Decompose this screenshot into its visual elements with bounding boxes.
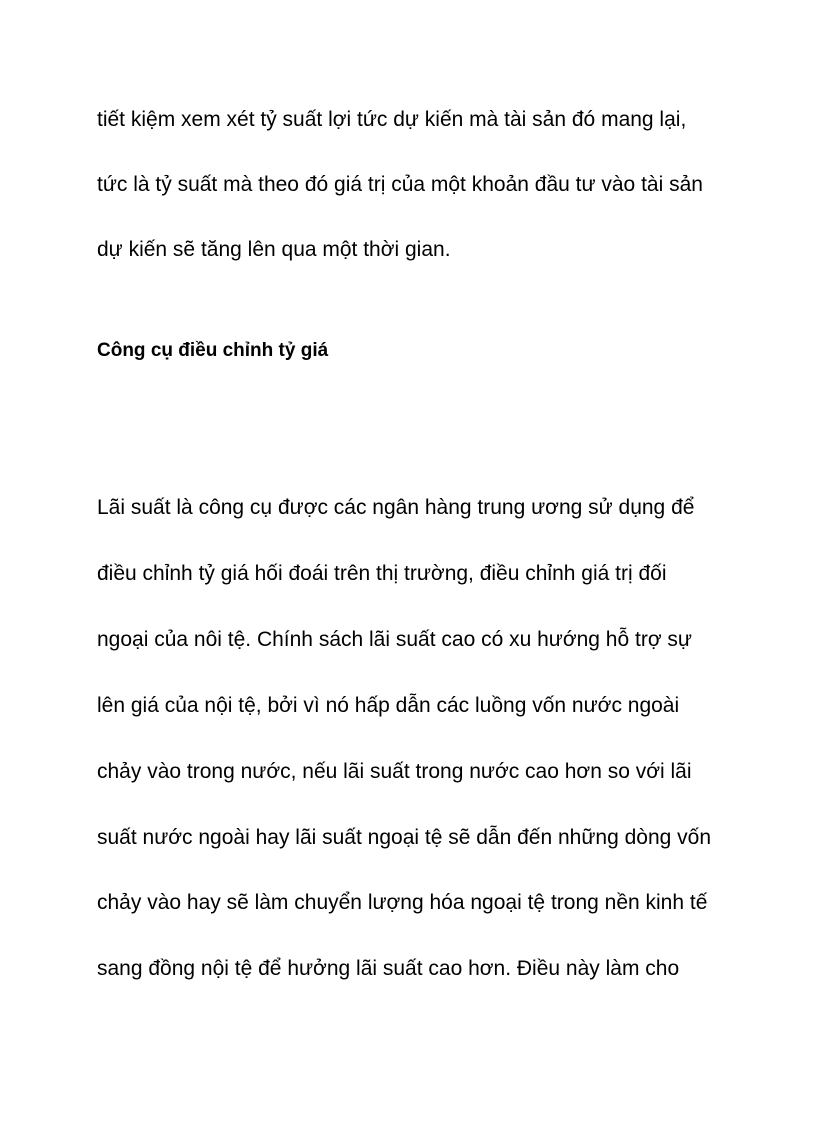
paragraph-line: tức là tỷ suất mà theo đó giá trị của một khoản đầu tư vào tài sản: [97, 173, 703, 196]
paragraph-line: sang đồng nội tệ để hưởng lãi suất cao hơn. Điều này làm cho: [97, 957, 680, 980]
paragraph-line: lên giá của nội tệ, bởi vì nó hấp dẫn các luồng vốn nước ngoài: [97, 694, 680, 717]
paragraph-line: dự kiến sẽ tăng lên qua một thời gian.: [97, 238, 451, 261]
paragraph-line: tiết kiệm xem xét tỷ suất lợi tức dự kiến mà tài sản đó mang lại,: [97, 108, 687, 131]
paragraph-line: chảy vào hay sẽ làm chuyển lượng hóa ngoại tệ trong nền kinh tế: [97, 891, 708, 914]
paragraph-line: chảy vào trong nước, nếu lãi suất trong nước cao hơn so với lãi: [97, 760, 692, 783]
section-heading: Công cụ điều chỉnh tỷ giá: [97, 340, 329, 361]
paragraph-line: suất nước ngoài hay lãi suất ngoại tệ sẽ dẫn đến những dòng vốn: [97, 826, 711, 849]
paragraph-line: ngoại của nôi tệ. Chính sách lãi suất cao có xu hướng hỗ trợ sự: [97, 628, 692, 651]
paragraph-line: điều chỉnh tỷ giá hối đoái trên thị trường, điều chỉnh giá trị đối: [97, 562, 667, 585]
paragraph-line: Lãi suất là công cụ được các ngân hàng trung ương sử dụng để: [97, 496, 695, 519]
